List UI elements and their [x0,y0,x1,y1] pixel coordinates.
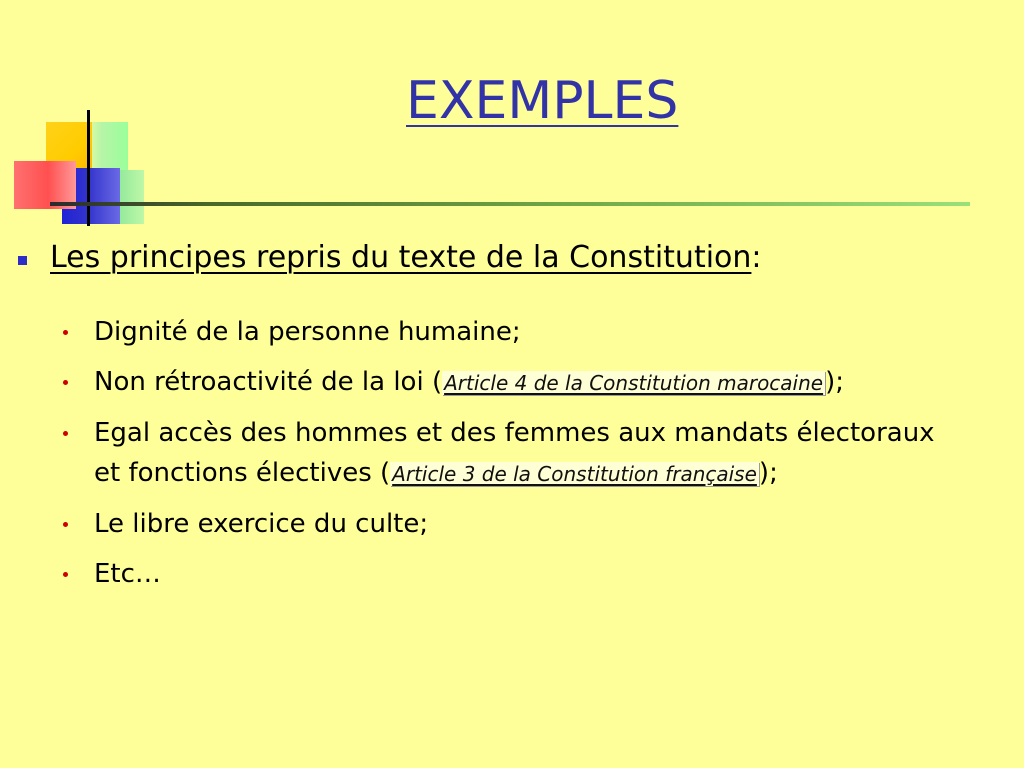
list-item-etc [60,554,960,594]
main-bullet [18,236,978,280]
bullet-dot-icon [63,380,68,385]
sub-bullet-list [60,312,960,604]
list-item-egal-acces [60,413,960,494]
main-bullet-label: Les principes repris du texte de la Constitution [50,240,752,275]
title-underline-divider [50,202,970,206]
bullet-dot-icon [63,572,68,577]
article-3-link[interactable]: Article 3 de la Constitution française [392,462,757,486]
bullet-dot-icon [63,431,68,436]
list-item-text: Dignité de la personne humaine; [94,317,521,347]
list-item-non-retroactivite [60,362,960,403]
bullet-dot-icon [63,522,68,527]
vertical-divider [87,110,90,226]
list-item-libre-exercice [60,504,960,544]
main-bullet-text [50,236,762,280]
list-item-text-after: ); [825,367,844,397]
square-bullet-icon [18,256,27,265]
slide-title: EXEMPLES [406,71,679,131]
list-item-text: Le libre exercice du culte; [94,509,429,539]
list-item-text: Etc… [94,559,161,589]
bullet-dot-icon [63,330,68,335]
list-item-text-after: ); [758,458,778,488]
list-item-text: Non rétroactivité de la loi ( [94,367,443,397]
main-bullet-suffix: : [751,240,762,275]
list-item-text: Egal accès des hommes et des femmes aux mandats électoraux et fonctions électives ( [94,418,935,488]
list-item-dignite [60,312,960,352]
article-4-link[interactable]: Article 4 de la Constitution marocaine [444,371,824,395]
